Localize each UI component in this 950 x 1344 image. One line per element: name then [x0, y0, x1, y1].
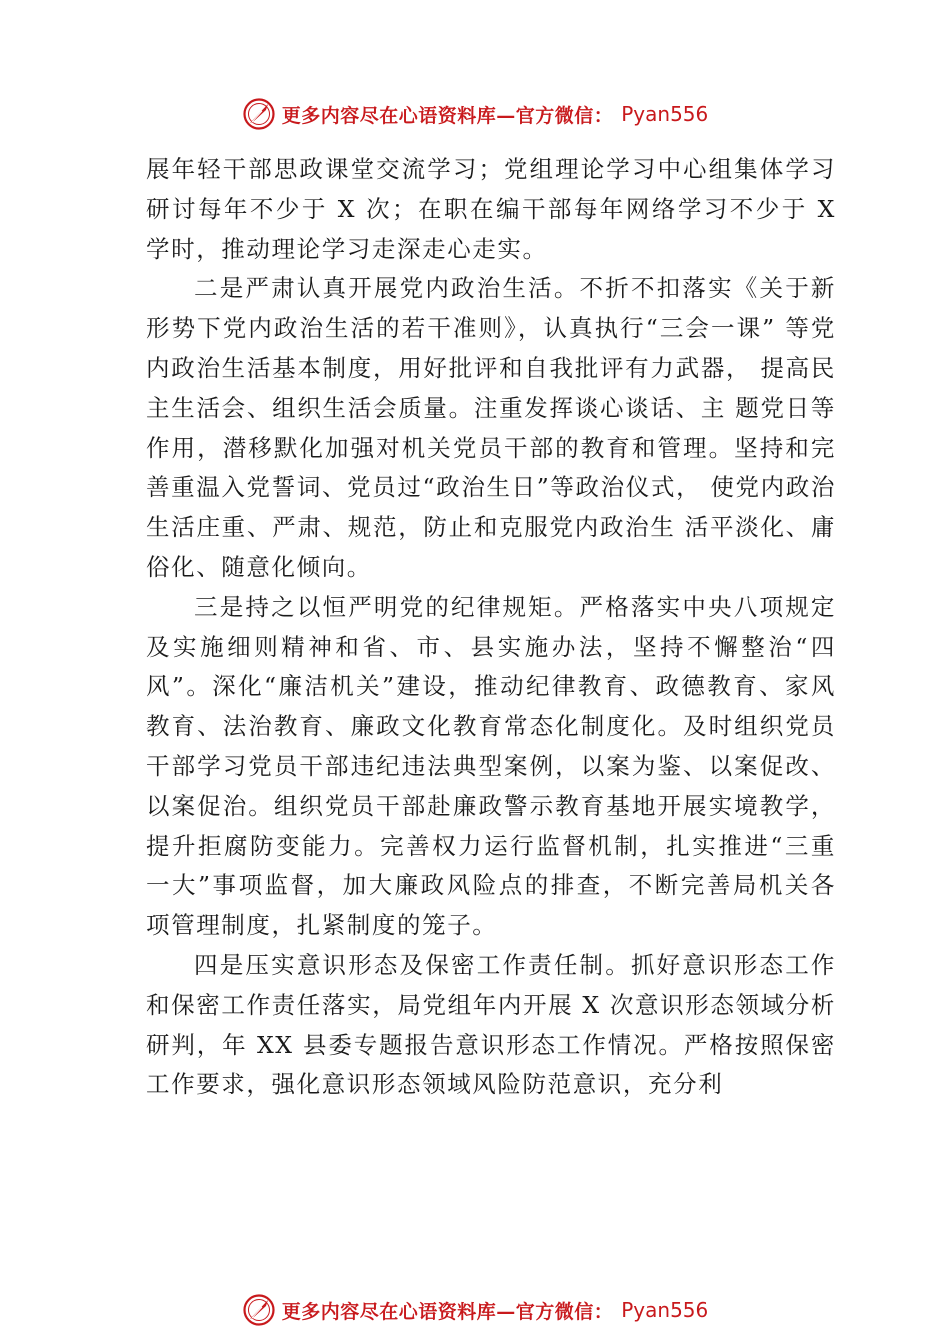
watermark-banner-top: [0, 94, 950, 134]
document-body: [146, 150, 836, 1105]
paragraph-continuation: 展年轻干部思政课堂交流学习；党组理论学习中心组集体学习研讨每年不少于 X 次；在职在编干部每年网络学习不少于 X 学时，推动理论学习走深走心走实。: [146, 155, 836, 263]
paragraph-discipline: 三是持之以恒严明党的纪律规矩。严格落实中央八项规定及实施细则精神和省、市、县实施办法，坚持不懈整治“四风”。深化“廉洁机关”建设，推动纪律教育、政德教育、家风教育、法治教育、廉政文化教育常态化制度化。及时组织党员干部学习党员干部违纪违法典型案例，以案为鉴、以案促改、以案促治。组织党员干部赴廉政警示教育基地开展实境教学，提升拒腐防变能力。完善权力运行监督机制，扎实推进“三重一大”事项监督，加大廉政风险点的排查，不断完善局机关各项管理制度，扎紧制度的笼子。: [146, 592, 836, 940]
paragraph-ideology-secrecy: 四是压实意识形态及保密工作责任制。抓好意识形态工作和保密工作责任落实，局党组年内开展 X 次意识形态领域分析研判，年 XX 县委专题报告意识形态工作情况。严格按照保密工作要求，强化意识形态领域风险防范意识，充分利: [146, 950, 836, 1099]
quill-seal-logo-icon: [242, 97, 276, 131]
watermark-wechat-id: Pyan556: [621, 1298, 709, 1322]
watermark-wechat-id: Pyan556: [621, 102, 709, 126]
watermark-site-text: 更多内容尽在心语资料库—官方微信：: [281, 104, 614, 127]
paragraph-political-life: 二是严肃认真开展党内政治生活。不折不扣落实《关于新形势下党内政治生活的若干准则》，认真执行“三会一课” 等党内政治生活基本制度，用好批评和自我批评有力武器， 提高民主生活会、组织生活会质量。注重发挥谈心谈话、主 题党日等作用，潜移默化加强对机关党员干部的教育和管理。坚持和完善重温入党誓词、党员过“政治生日”等政治仪式， 使党内政治生活庄重、严肃、规范，防止和克服党内政治生 活平淡化、庸俗化、随意化倾向。: [146, 274, 836, 581]
watermark-site-text: 更多内容尽在心语资料库—官方微信：: [281, 1300, 614, 1323]
quill-seal-logo-icon: [242, 1293, 276, 1327]
watermark-banner-bottom: [0, 1290, 950, 1330]
